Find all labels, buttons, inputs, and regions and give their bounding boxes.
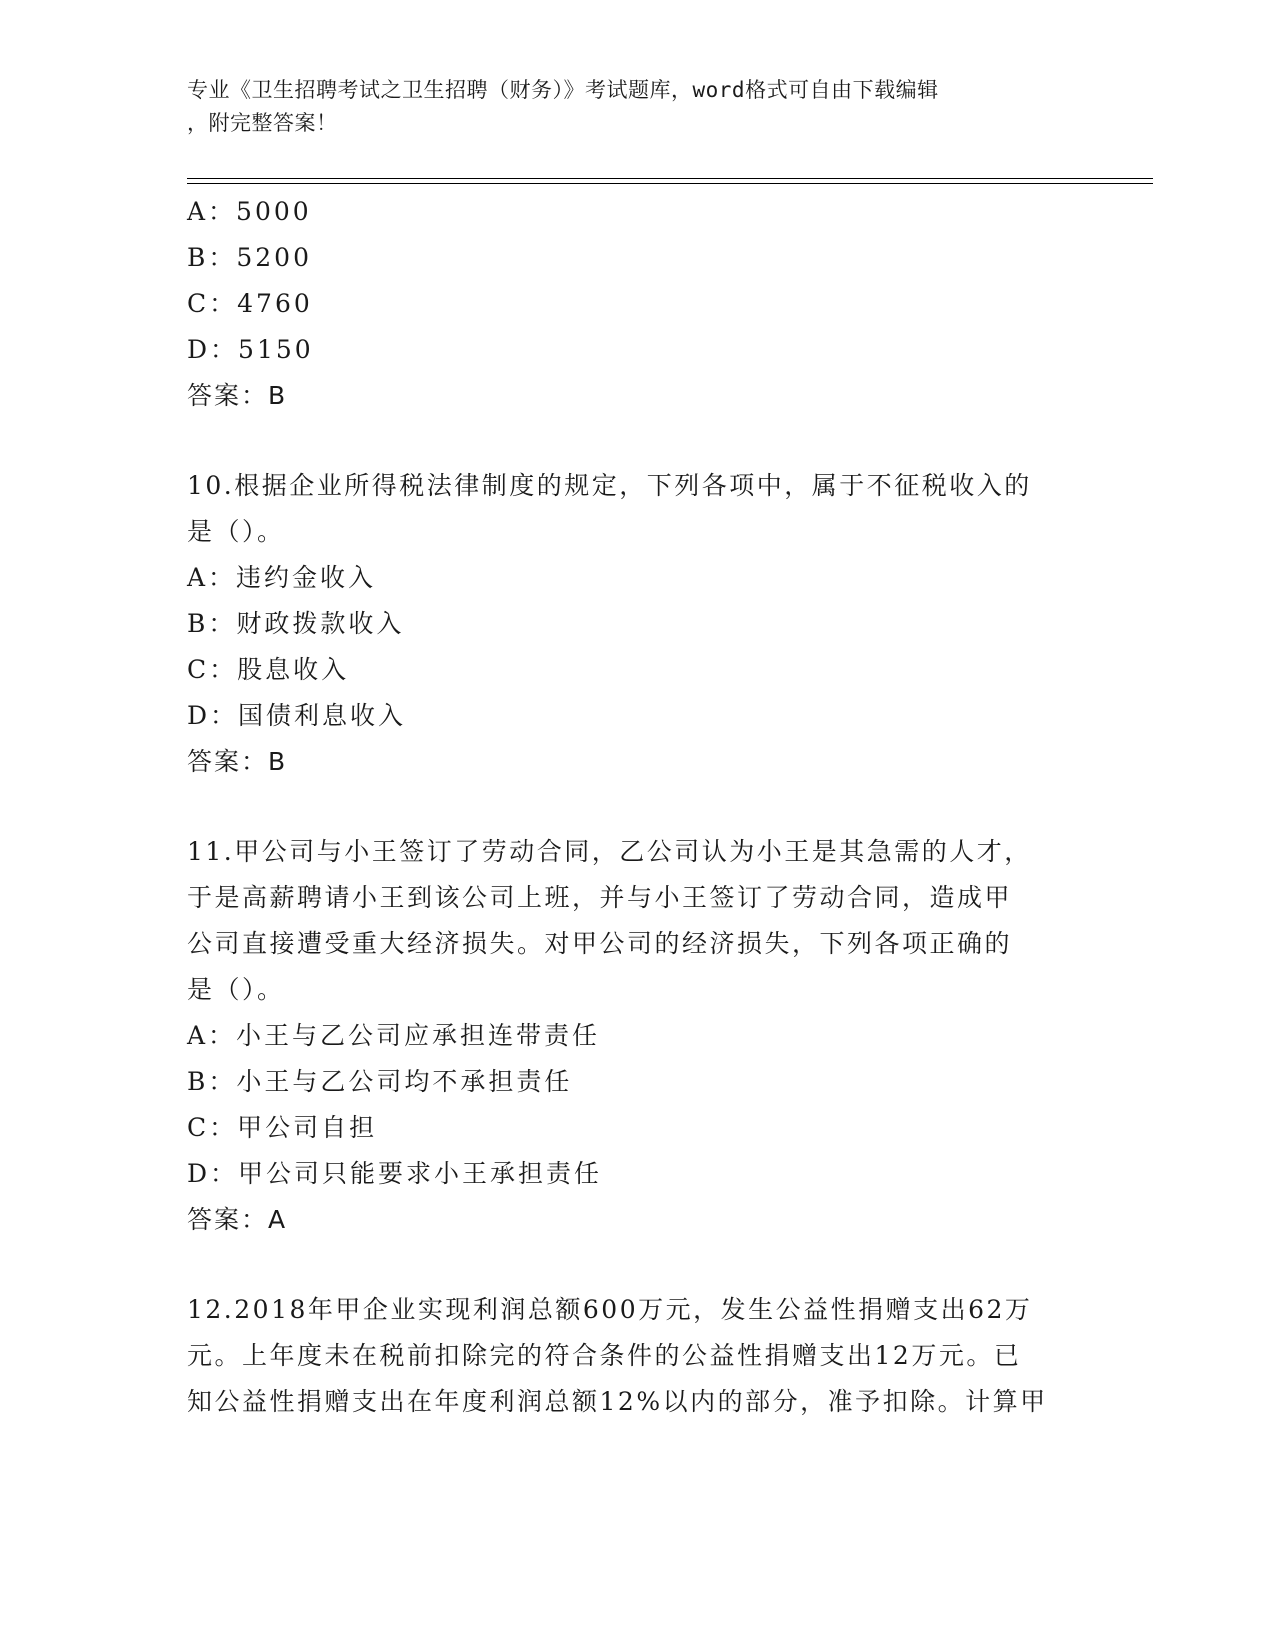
- q11-option-a: A：小王与乙公司应承担连带责任: [187, 1021, 601, 1050]
- q11-option-d: D：甲公司只能要求小王承担责任: [187, 1159, 603, 1188]
- q9-option-c: C：4760: [187, 289, 313, 318]
- q12-stem-line-2: 元。上年度未在税前扣除完的符合条件的公益性捐赠支出12万元。已: [187, 1341, 1022, 1370]
- q9-option-d: D：5150: [187, 335, 314, 364]
- question-10: [187, 463, 1087, 785]
- question-12: [187, 1287, 1087, 1425]
- document-header: [187, 74, 1067, 140]
- q9-option-a: A：5000: [187, 197, 312, 226]
- q9-answer: 答案：B: [187, 381, 288, 410]
- q10-option-c: C：股息收入: [187, 655, 350, 684]
- q12-stem-line-1: 12.2018年甲企业实现利润总额600万元，发生公益性捐赠支出62万: [187, 1295, 1033, 1324]
- q11-option-c: C：甲公司自担: [187, 1113, 378, 1142]
- q10-stem-line-2: 是（）。: [187, 517, 285, 546]
- q10-option-a: A：违约金收入: [187, 563, 377, 592]
- q11-stem-line-3: 公司直接遭受重大经济损失。对甲公司的经济损失，下列各项正确的: [187, 929, 1013, 958]
- q10-option-d: D：国债利息收入: [187, 701, 407, 730]
- q11-stem-line-4: 是（）。: [187, 975, 285, 1004]
- q11-option-b: B：小王与乙公司均不承担责任: [187, 1067, 573, 1096]
- question-9: [187, 189, 1087, 419]
- question-11: [187, 829, 1087, 1243]
- question-content: [187, 189, 1087, 1425]
- q10-option-b: B：财政拨款收入: [187, 609, 405, 638]
- q10-answer: 答案：B: [187, 747, 288, 776]
- header-title-line-1: 专业《卫生招聘考试之卫生招聘（财务）》考试题库，word格式可自由下载编辑: [187, 78, 939, 102]
- q12-stem-line-3: 知公益性捐赠支出在年度利润总额12%以内的部分，准予扣除。计算甲: [187, 1387, 1048, 1416]
- q9-option-b: B：5200: [187, 243, 312, 272]
- q11-stem-line-1: 11.甲公司与小王签订了劳动合同，乙公司认为小王是其急需的人才，: [187, 837, 1032, 866]
- q11-stem-line-2: 于是高薪聘请小王到该公司上班，并与小王签订了劳动合同，造成甲: [187, 883, 1013, 912]
- q11-answer: 答案：A: [187, 1205, 288, 1234]
- spacer: [187, 1243, 1087, 1287]
- header-divider-top: [187, 178, 1153, 179]
- spacer: [187, 785, 1087, 829]
- q10-stem-line-1: 10.根据企业所得税法律制度的规定，下列各项中，属于不征税收入的: [187, 471, 1032, 500]
- spacer: [187, 419, 1087, 463]
- header-title-line-2: ，附完整答案！: [187, 111, 338, 135]
- header-divider-bottom: [187, 183, 1153, 184]
